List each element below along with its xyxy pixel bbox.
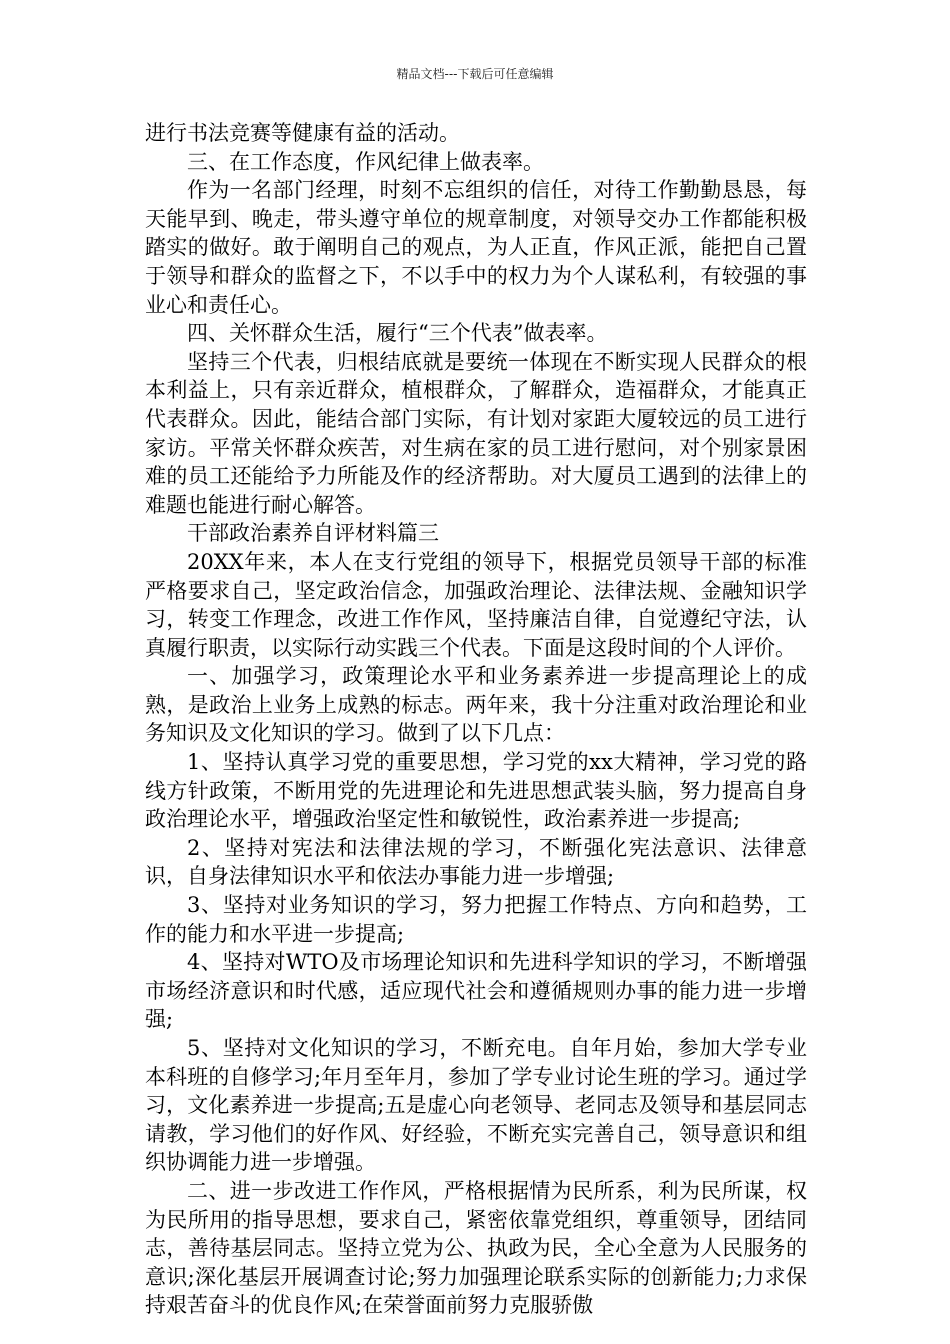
list-item: 2、坚持对宪法和法律法规的学习，不断强化宪法意识、法律意识，自身法律知识水平和依法办事能力进一步增强; bbox=[145, 835, 807, 889]
document-subtitle: 干部政治素养自评材料篇三 bbox=[187, 521, 439, 546]
section-heading: 三、在工作态度，作风纪律上做表率。 bbox=[187, 149, 544, 174]
document-body bbox=[145, 119, 807, 1320]
paragraph: 作为一名部门经理，时刻不忘组织的信任，对待工作勤勤恳恳，每天能早到、晚走，带头遵守单位的规章制度，对领导交办工作都能积极踏实的做好。敢于阐明自己的观点，为人正直，作风正派，能把自己置于领导和群众的监督之下，不以手中的权力为个人谋私利，有较强的事业心和责任心。 bbox=[145, 178, 807, 317]
paragraph: 一、加强学习，政策理论水平和业务素养进一步提高理论上的成熟，是政治上业务上成熟的标志。两年来，我十分注重对政治理论和业务知识及文化知识的学习。做到了以下几点： bbox=[145, 664, 807, 746]
paragraph: 二、进一步改进工作作风，严格根据情为民所系，利为民所谋，权为民所用的指导思想，要求自己，紧密依靠党组织，尊重领导，团结同志，善待基层同志。坚持立党为公、执政为民，全心全意为人民服务的意识;深化基层开展调查讨论;努力加强理论联系实际的创新能力;力求保持艰苦奋斗的优良作风;在荣誉面前努力克服骄傲 bbox=[145, 1178, 807, 1318]
paragraph: 20XX年来，本人在支行党组的领导下，根据党员领导干部的标准严格要求自己，坚定政治信念，加强政治理论、法律法规、金融知识学习，转变工作理念，改进工作作风，坚持廉洁自律，自觉遵纪守法，认真履行职责，以实际行动实践三个代表。下面是这段时间的个人评价。 bbox=[145, 549, 807, 660]
list-item: 3、坚持对业务知识的学习，努力把握工作特点、方向和趋势，工作的能力和水平进一步提高; bbox=[145, 893, 807, 946]
page-header: 精品文档---下载后可任意编辑 bbox=[396, 67, 554, 81]
paragraph: 坚持三个代表，归根结底就是要统一体现在不断实现人民群众的根本利益上，只有亲近群众，植根群众，了解群众，造福群众，才能真正代表群众。因此，能结合部门实际，有计划对家距大厦较远的员工进行家访。平常关怀群众疾苦，对生病在家的员工进行慰问，对个别家景困难的员工还能给予力所能及作的经济帮助。对大厦员工遇到的法律上的难题也能进行耐心解答。 bbox=[145, 349, 807, 517]
list-item: 4、坚持对WTO及市场理论知识和先进科学知识的学习，不断增强市场经济意识和时代感，适应现代社会和遵循规则办事的能力进一步增强; bbox=[145, 950, 807, 1032]
paragraph: 进行书法竞赛等健康有益的活动。 bbox=[145, 121, 460, 145]
list-item: 5、坚持对文化知识的学习，不断充电。自年月始，参加大学专业本科班的自修学习;年月至年月，参加了学专业讨论生班的学习。通过学习，文化素养进一步提高;五是虚心向老领导、老同志及领导和基层同志请教，学习他们的好作风、好经验，不断充实完善自己，领导意识和组织协调能力进一步增强。 bbox=[145, 1036, 807, 1175]
section-heading: 四、关怀群众生活，履行“三个代表”做表率。 bbox=[187, 321, 608, 346]
list-item: 1、坚持认真学习党的重要思想，学习党的xx大精神，学习党的路线方针政策，不断用党的先进理论和先进思想武装头脑，努力提高自身政治理论水平，增强政治坚定性和敏锐性，政治素养进一步提高; bbox=[145, 750, 807, 832]
